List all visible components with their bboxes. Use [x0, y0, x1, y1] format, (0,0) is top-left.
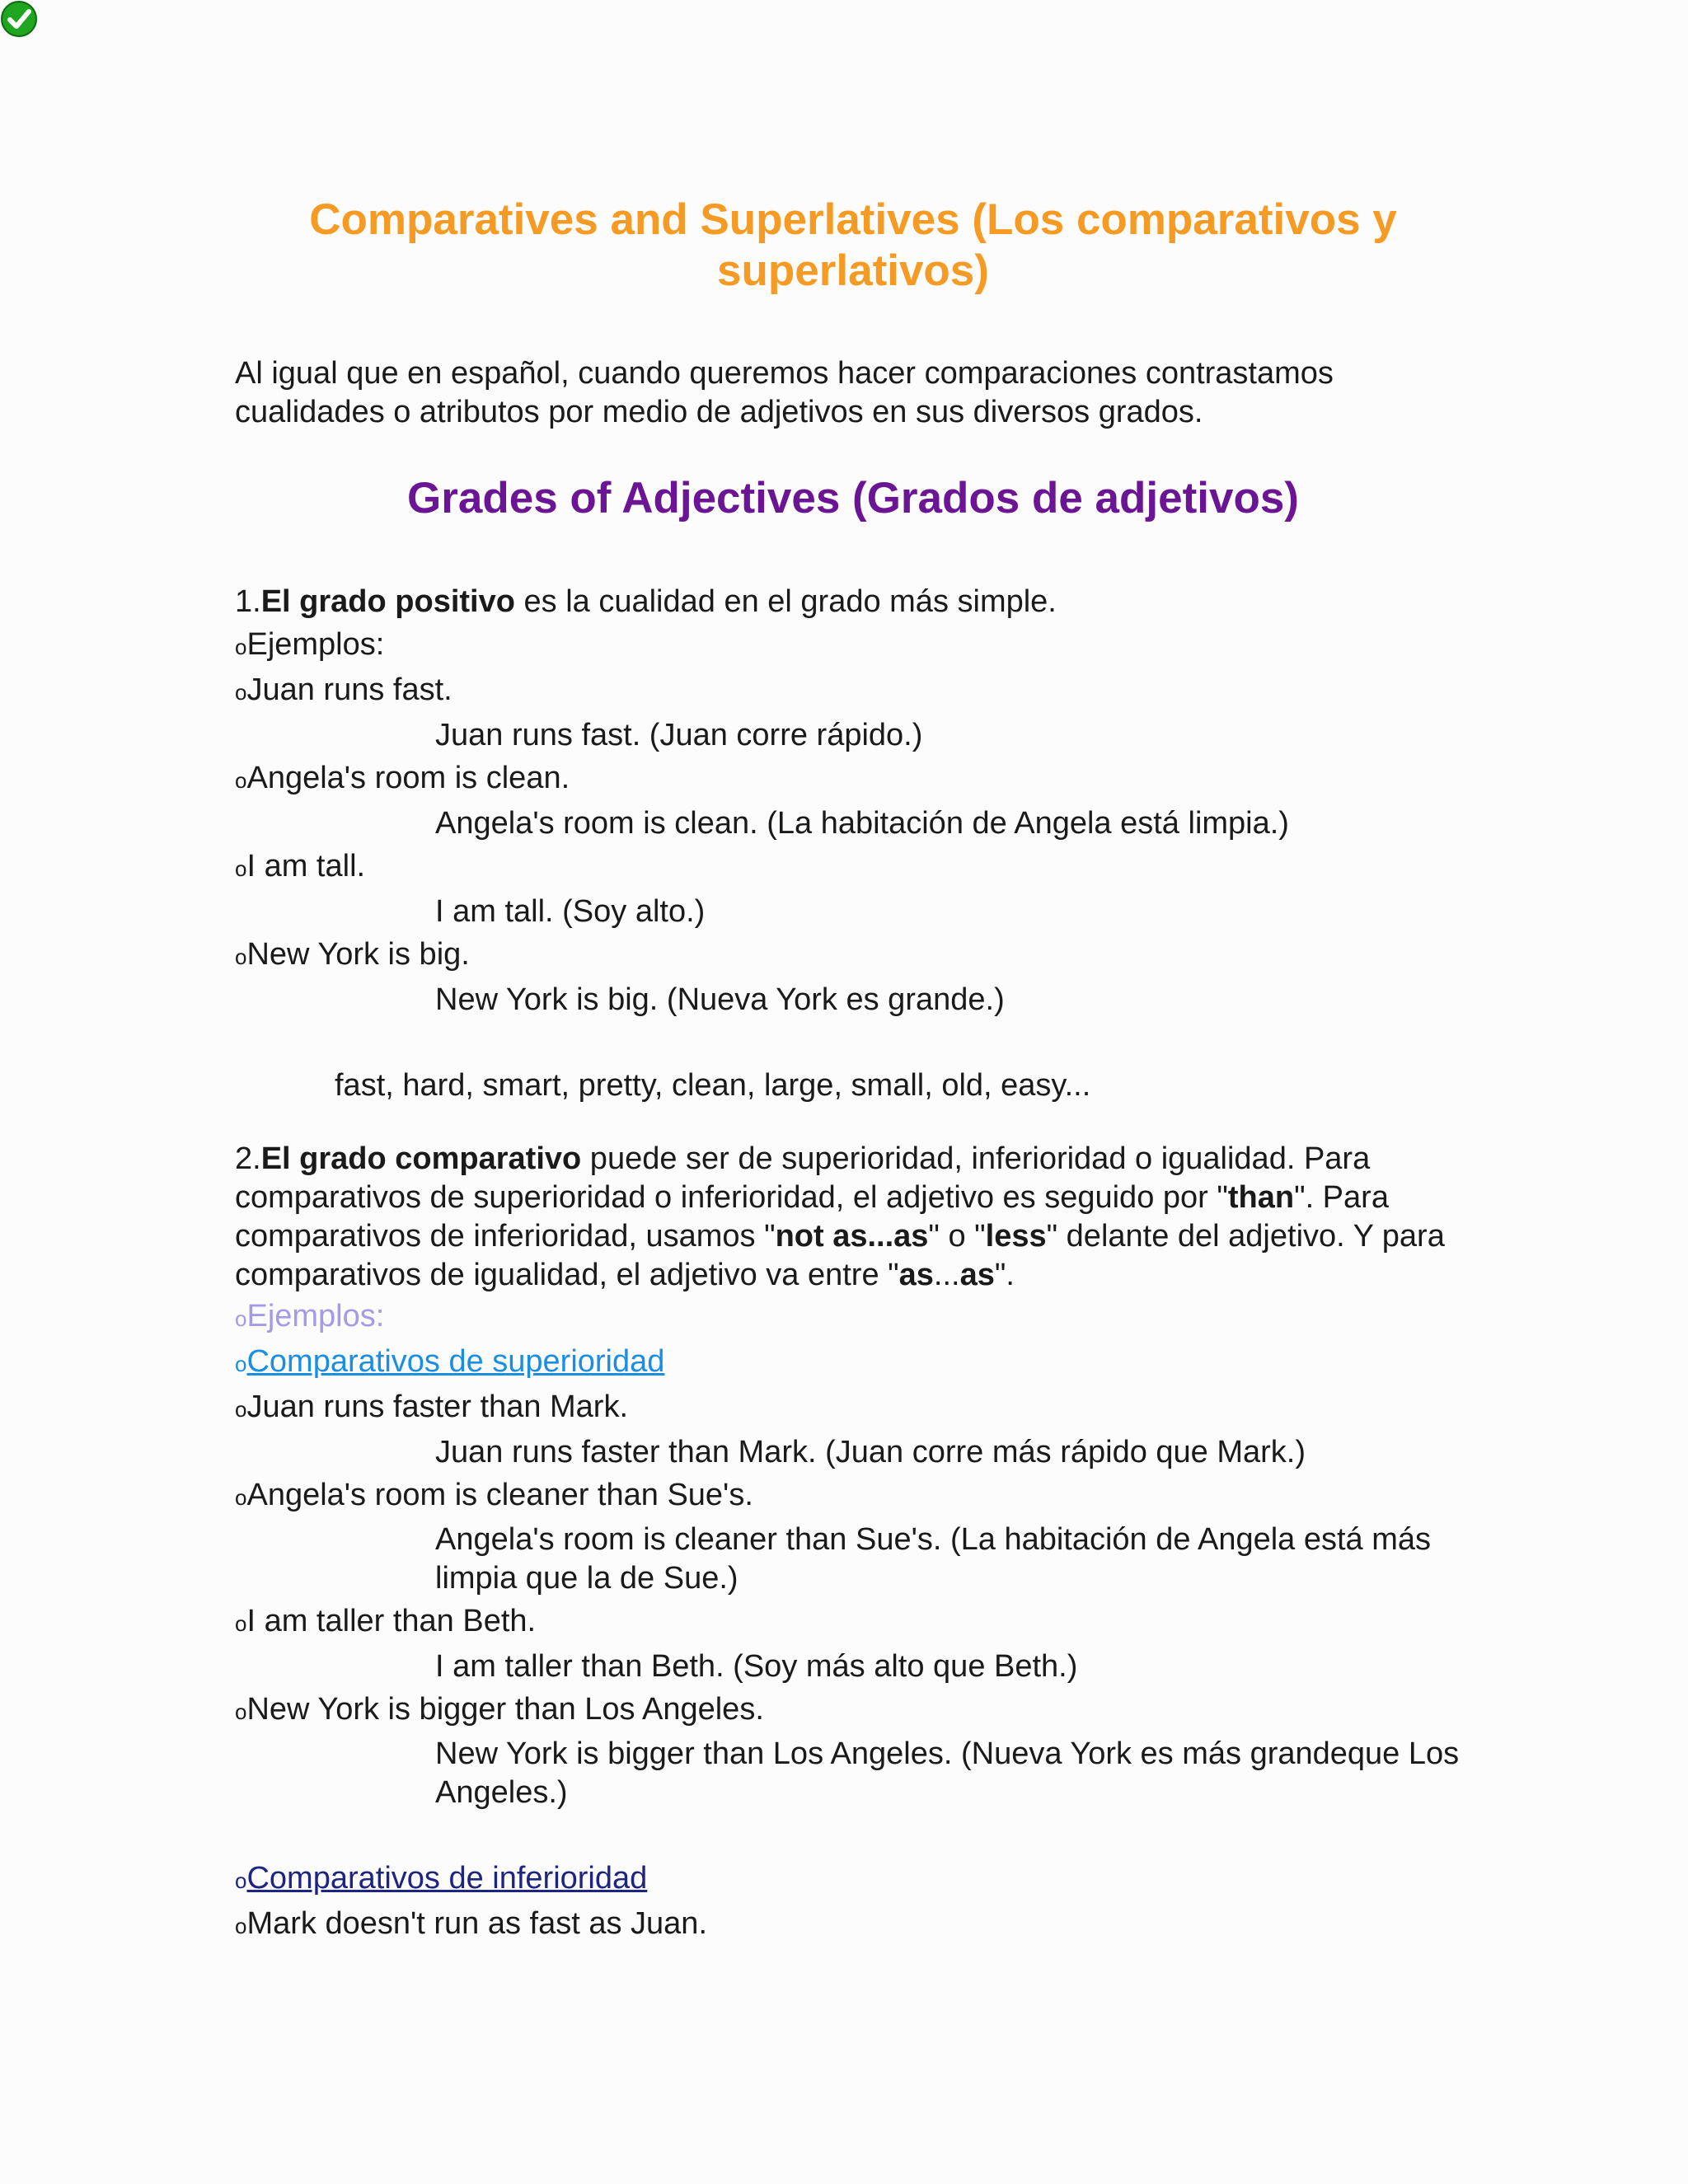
example-translation: Juan runs faster than Mark. (Juan corre más rápido que Mark.) — [435, 1435, 1306, 1469]
page-title: Comparatives and Superlatives (Los comparativos y superlativos) — [309, 195, 1397, 295]
list-item: oAngela's room is clean. — [235, 761, 570, 795]
bullet: o — [235, 1699, 247, 1724]
list-item: oAngela's room is cleaner than Sue's. — [235, 1478, 753, 1512]
list-item: oI am tall. — [235, 849, 366, 883]
example-translation: Juan runs fast. (Juan corre rápido.) — [435, 718, 923, 752]
list-item: oNew York is bigger than Los Angeles. — [235, 1692, 764, 1727]
document-body — [235, 194, 1471, 1947]
intro-paragraph: Al igual que en español, cuando queremos hacer comparaciones contrastamos cualidades o atributos por medio de adjetivos en sus diversos grados. — [235, 356, 1334, 429]
bullet: o — [235, 768, 247, 793]
adjective-list: fast, hard, smart, pretty, clean, large, small, old, easy... — [335, 1068, 1091, 1103]
bullet: o — [235, 680, 247, 705]
bullet: o — [235, 856, 247, 881]
example-translation: New York is bigger than Los Angeles. (Nueva York es más grandeque Los Angeles.) — [435, 1736, 1460, 1810]
bullet: o — [235, 1868, 247, 1893]
bullet: o — [235, 1306, 247, 1331]
example-translation: Angela's room is cleaner than Sue's. (La habitación de Angela está más limpia que la de Sue.) — [435, 1522, 1432, 1596]
list-item: oMark doesn't run as fast as Juan. — [235, 1906, 708, 1941]
section-heading: Grades of Adjectives (Grados de adjetivos) — [407, 474, 1299, 523]
example-translation: Angela's room is clean. (La habitación de Angela está limpia.) — [435, 806, 1289, 841]
list-item: oEjemplos: — [235, 627, 385, 662]
bullet: o — [235, 1352, 247, 1376]
list-item: oI am taller than Beth. — [235, 1604, 537, 1638]
list-item — [235, 1340, 1471, 1385]
bullet: o — [235, 1485, 247, 1510]
checkmark-icon — [0, 0, 38, 38]
example-translation: I am taller than Beth. (Soy más alto que Beth.) — [435, 1649, 1078, 1684]
list-item: oEjemplos: — [235, 1299, 385, 1333]
list-item: oNew York is big. — [235, 937, 470, 972]
superiority-link[interactable]: Comparativos de superioridad — [246, 1344, 665, 1379]
example-translation: New York is big. (Nueva York es grande.) — [435, 982, 1005, 1017]
example-translation: I am tall. (Soy alto.) — [435, 894, 706, 929]
positive-grade-definition: 1.El grado positivo es la cualidad en el grado más simple. — [235, 584, 1057, 619]
bullet: o — [235, 944, 247, 969]
list-item — [235, 1857, 1471, 1902]
bullet: o — [235, 635, 247, 659]
list-item: oJuan runs fast. — [235, 673, 452, 707]
bullet: o — [235, 1397, 247, 1422]
list-item: oJuan runs faster than Mark. — [235, 1390, 629, 1424]
bullet: o — [235, 1611, 247, 1636]
inferiority-link[interactable]: Comparativos de inferioridad — [246, 1861, 648, 1896]
comparative-grade-definition: 2.El grado comparativo puede ser de superioridad, inferioridad o igualidad. Para comparativos de superioridad o inferioridad, el adjetivo es seguido por "than". Para comparativos de inferioridad, usamos "not as...as" o "less" delante del adjetivo. Y para comparativos de igualidad, el adjetivo va entre "as...as". — [235, 1141, 1445, 1292]
bullet: o — [235, 1914, 247, 1938]
